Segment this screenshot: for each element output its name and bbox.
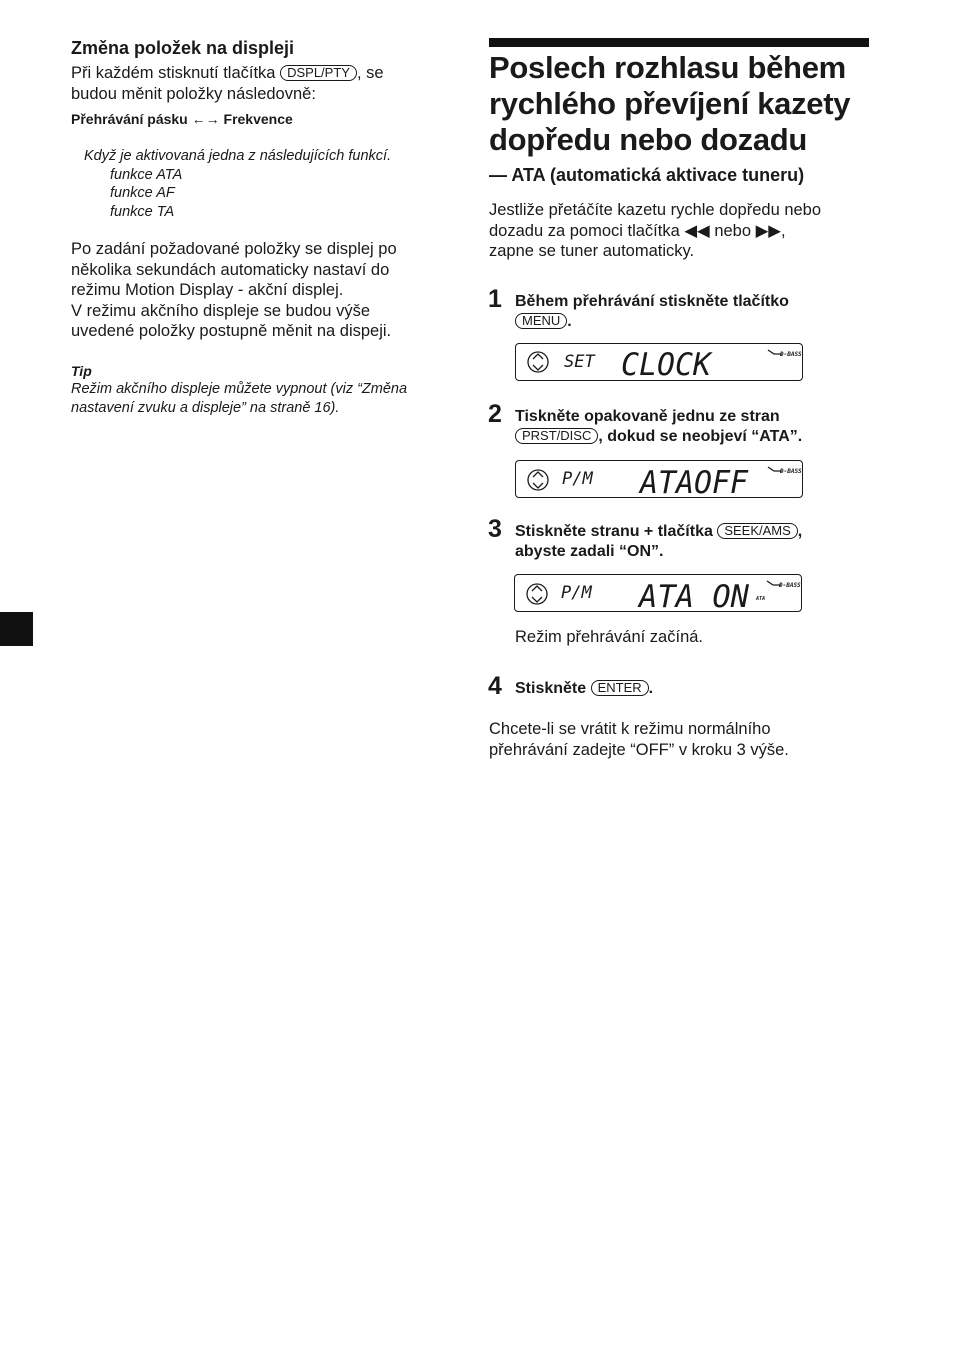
note-item-ata: funkce ATA	[110, 166, 183, 183]
lcd-display-3	[514, 574, 802, 612]
tip-line: nastavení zvuku a displeje” na straně 16).	[71, 399, 340, 416]
step-3-before: Stiskněte stranu + tlačítka	[515, 523, 713, 540]
step-3-after: ,	[797, 523, 803, 540]
seek-ams-key: SEEK/AMS	[717, 523, 797, 539]
title-line: rychlého převíjení kazety	[489, 86, 851, 121]
page-subtitle: — ATA (automatická aktivace tuneru)	[489, 165, 805, 185]
function-note	[84, 147, 454, 221]
outro-line: přehrávání zadejte “OFF” v kroku 3 výše.	[489, 740, 789, 759]
step-1-line: Během přehrávání stiskněte tlačítko	[515, 293, 789, 310]
step-2-line: Tiskněte opakovaně jednu ze stran	[515, 408, 780, 425]
intro-line: dozadu za pomoci tlačítka ◀◀ nebo ▶▶,	[489, 221, 786, 240]
menu-key: MENU	[515, 313, 567, 329]
lcd-2-badge: D-BASS	[780, 468, 802, 475]
step-2-text	[515, 407, 875, 447]
para-line: uvedené položky postupně měnit na dispeji.	[71, 322, 392, 340]
tip-line: Režim akčního displeje můžete vypnout (viz “Změna	[71, 381, 408, 397]
lcd-3-label: P/M	[561, 583, 592, 603]
title-rule	[489, 38, 869, 47]
step-4-number: 4	[488, 672, 502, 700]
lcd-display-2	[515, 460, 803, 498]
step-2-number: 2	[488, 400, 502, 428]
note-line: Když je aktivovaná jedna z následujících funkcí.	[84, 148, 392, 164]
title-line: dopředu nebo dozadu	[489, 122, 808, 157]
step-2-after: , dokud se neobjeví “ATA”.	[598, 428, 803, 445]
intro-text-after: , se	[356, 64, 384, 82]
outro-paragraph	[489, 719, 869, 760]
lcd-1-label: SET	[564, 352, 595, 372]
tip-text	[71, 380, 451, 417]
intro-line: Jestliže přetáčíte kazetu rychle dopředu nebo	[489, 201, 822, 219]
lcd-3-main-text: ATA ON	[637, 579, 750, 611]
step-3-line-2: abyste zadali “ON”.	[515, 543, 664, 560]
lcd-3-graphic	[515, 575, 801, 611]
outro-line: Chcete-li se vrátit k režimu normálního	[489, 720, 771, 738]
lcd-3-badge: D-BASS	[779, 582, 801, 589]
motion-display-paragraph	[71, 239, 451, 342]
enter-key: ENTER	[591, 680, 649, 696]
tip-label: Tip	[71, 363, 92, 379]
step-3-result: Režim přehrávání začíná.	[515, 628, 704, 646]
cycle-item-tape: Přehrávání pásku	[71, 111, 188, 127]
intro-line-2: budou měnit položky následovně:	[71, 84, 316, 103]
step-4-text	[515, 679, 875, 699]
para-line: režimu Motion Display - akční displej.	[71, 281, 344, 299]
lcd-1-graphic	[516, 344, 802, 380]
para-line: několika sekundách automaticky nastaví do	[71, 260, 390, 279]
ata-intro	[489, 200, 869, 262]
section-heading: Změna položek na displeji	[71, 38, 295, 58]
intro-line: zapne se tuner automaticky.	[489, 242, 695, 260]
step-1-number: 1	[488, 285, 502, 313]
note-item-af: funkce AF	[110, 185, 175, 201]
cycle-arrow-icon: ←→	[191, 111, 220, 127]
intro-paragraph	[71, 63, 451, 104]
para-line: Po zadání požadované položky se displej po	[71, 240, 397, 258]
step-1-after: .	[567, 313, 572, 330]
intro-text: Při každém stisknutí tlačítka	[71, 64, 276, 82]
step-3-text	[515, 522, 885, 562]
page-title	[489, 50, 889, 158]
step-4-after: .	[648, 680, 654, 697]
step-4-before: Stiskněte	[515, 680, 587, 697]
cycle-item-frequency: Frekvence	[223, 111, 293, 127]
lcd-2-label: P/M	[562, 469, 593, 489]
step-1-text	[515, 292, 875, 332]
prst-disc-key: PRST/DISC	[515, 428, 598, 444]
lcd-1-main-text: CLOCK	[621, 347, 714, 380]
para-line: V režimu akčního displeje se budou výše	[71, 301, 370, 320]
dspl-pty-key: DSPL/PTY	[280, 65, 357, 81]
title-line: Poslech rozhlasu během	[489, 50, 846, 85]
lcd-display-1	[515, 343, 803, 381]
tip-box	[71, 362, 451, 417]
note-item-ta: funkce TA	[110, 203, 175, 220]
page-edge-tab	[0, 612, 33, 646]
step-3-number: 3	[488, 515, 502, 543]
lcd-2-graphic	[516, 461, 802, 497]
lcd-1-badge: D-BASS	[780, 351, 802, 358]
display-cycle	[71, 110, 451, 128]
lcd-3-ata-indicator: ATA	[756, 596, 766, 602]
lcd-2-main-text: ATAOFF	[638, 465, 750, 497]
